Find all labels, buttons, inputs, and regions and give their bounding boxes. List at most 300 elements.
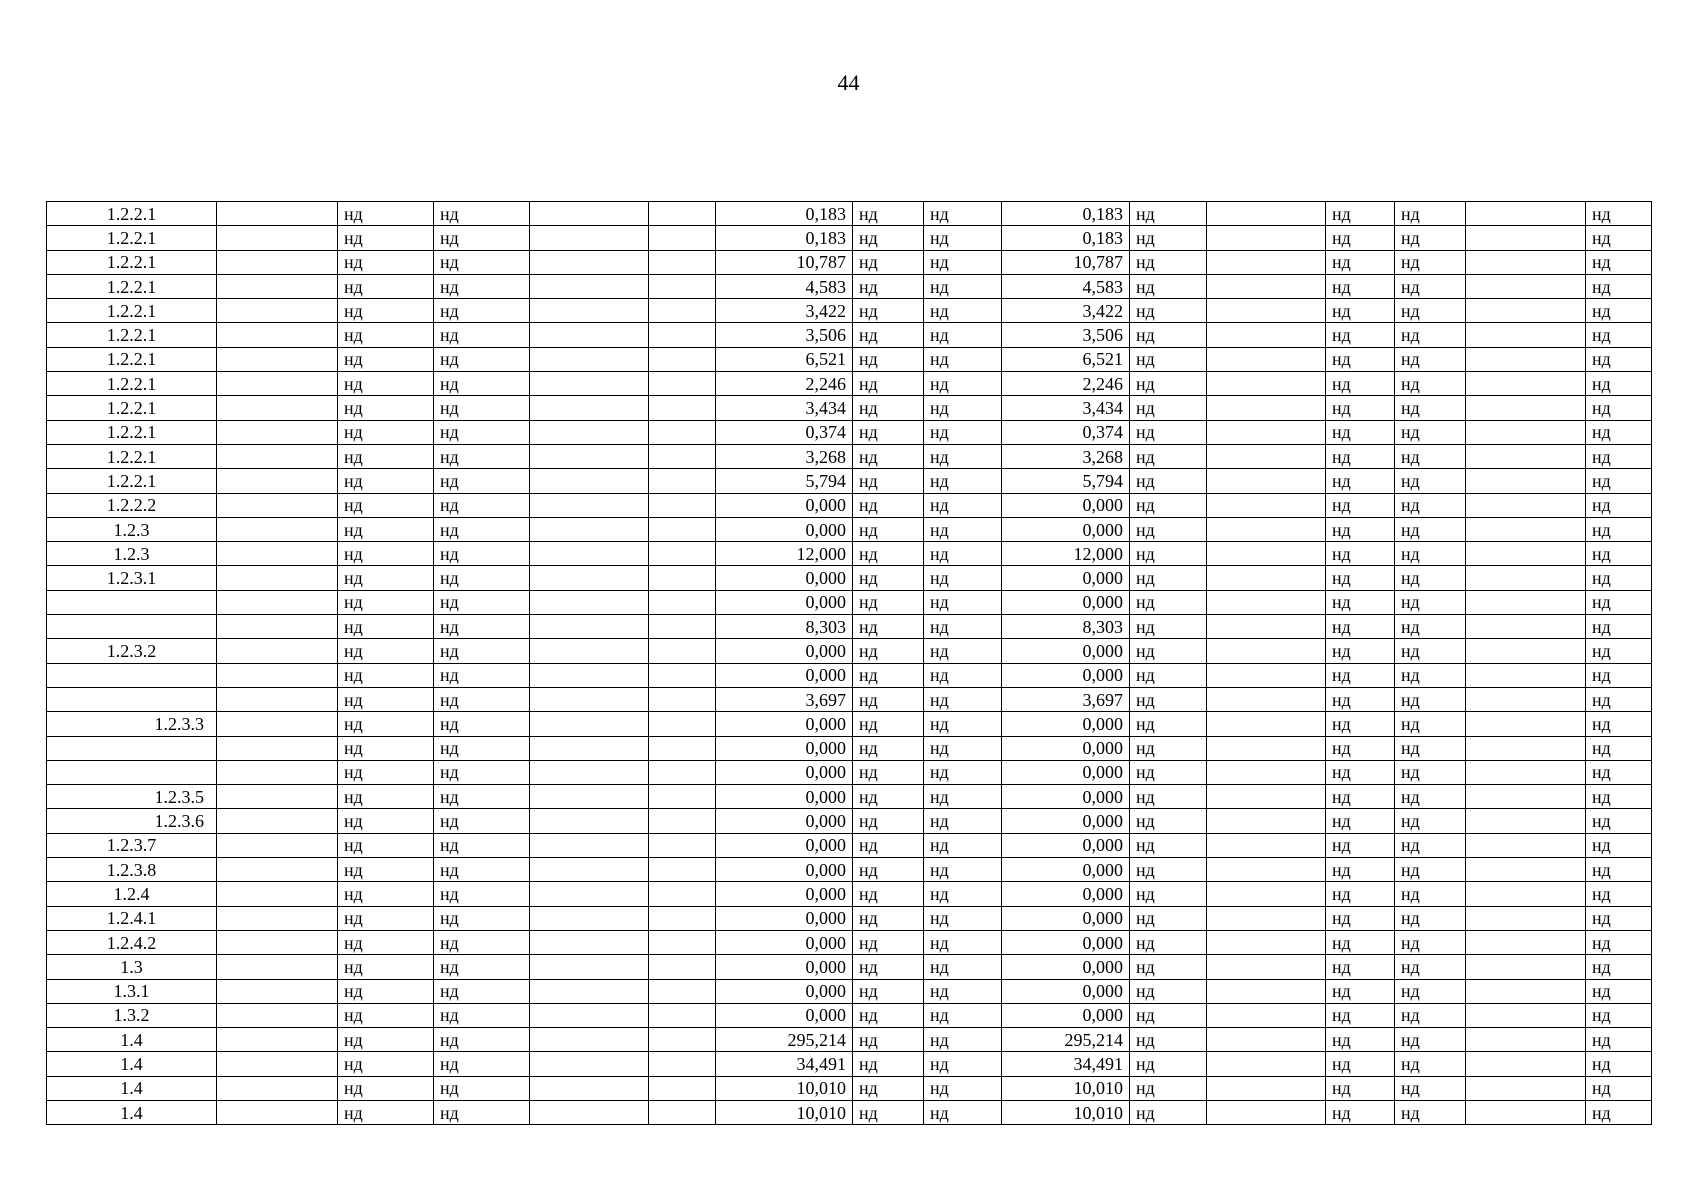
no-data-cell: нд bbox=[338, 469, 434, 493]
no-data-cell: нд bbox=[853, 396, 924, 420]
table-row bbox=[47, 1100, 1652, 1124]
no-data-cell: нд bbox=[1130, 979, 1207, 1003]
value-cell: 8,303 bbox=[1002, 615, 1130, 639]
value-cell: 0,000 bbox=[716, 858, 853, 882]
no-data-cell: нд bbox=[924, 299, 1002, 323]
value-cell: 34,491 bbox=[716, 1052, 853, 1076]
empty-cell bbox=[217, 347, 338, 371]
no-data-cell: нд bbox=[853, 566, 924, 590]
empty-cell bbox=[217, 1052, 338, 1076]
page-number: 44 bbox=[837, 70, 860, 95]
row-code-cell: 1.3 bbox=[47, 955, 217, 979]
value-cell: 0,183 bbox=[1002, 202, 1130, 226]
no-data-cell: нд bbox=[338, 760, 434, 784]
no-data-cell: нд bbox=[853, 858, 924, 882]
empty-cell bbox=[649, 785, 716, 809]
no-data-cell: нд bbox=[1586, 760, 1652, 784]
no-data-cell: нд bbox=[853, 736, 924, 760]
row-code-cell: 1.2.3.2 bbox=[47, 639, 217, 663]
no-data-cell: нд bbox=[853, 420, 924, 444]
empty-cell bbox=[217, 226, 338, 250]
no-data-cell: нд bbox=[1586, 785, 1652, 809]
no-data-cell: нд bbox=[338, 542, 434, 566]
empty-cell bbox=[649, 469, 716, 493]
no-data-cell: нд bbox=[1395, 663, 1466, 687]
no-data-cell: нд bbox=[434, 906, 530, 930]
no-data-cell: нд bbox=[1326, 444, 1395, 468]
empty-cell bbox=[1207, 444, 1326, 468]
empty-cell bbox=[1207, 809, 1326, 833]
no-data-cell: нд bbox=[1586, 372, 1652, 396]
no-data-cell: нд bbox=[434, 444, 530, 468]
no-data-cell: нд bbox=[853, 493, 924, 517]
value-cell: 3,268 bbox=[716, 444, 853, 468]
row-code-cell: 1.4 bbox=[47, 1028, 217, 1052]
no-data-cell: нд bbox=[924, 663, 1002, 687]
no-data-cell: нд bbox=[853, 760, 924, 784]
no-data-cell: нд bbox=[1326, 930, 1395, 954]
no-data-cell: нд bbox=[924, 979, 1002, 1003]
empty-cell bbox=[530, 833, 649, 857]
empty-cell bbox=[1466, 809, 1586, 833]
no-data-cell: нд bbox=[1395, 785, 1466, 809]
row-code-cell: 1.2.3.8 bbox=[47, 858, 217, 882]
no-data-cell: нд bbox=[1586, 1100, 1652, 1124]
table-row bbox=[47, 566, 1652, 590]
row-code-cell: 1.4 bbox=[47, 1100, 217, 1124]
value-cell: 0,000 bbox=[1002, 517, 1130, 541]
no-data-cell: нд bbox=[434, 542, 530, 566]
row-code-cell: 1.2.2.1 bbox=[47, 444, 217, 468]
empty-cell bbox=[1207, 250, 1326, 274]
no-data-cell: нд bbox=[1395, 299, 1466, 323]
no-data-cell: нд bbox=[1586, 809, 1652, 833]
no-data-cell: нд bbox=[434, 639, 530, 663]
empty-cell bbox=[530, 809, 649, 833]
row-code-cell: 1.2.2.1 bbox=[47, 323, 217, 347]
value-cell: 0,000 bbox=[1002, 1003, 1130, 1027]
empty-cell bbox=[1207, 687, 1326, 711]
no-data-cell: нд bbox=[1130, 517, 1207, 541]
row-code-cell: 1.2.3.3 bbox=[47, 712, 217, 736]
no-data-cell: нд bbox=[1130, 1052, 1207, 1076]
no-data-cell: нд bbox=[1586, 833, 1652, 857]
no-data-cell: нд bbox=[1326, 250, 1395, 274]
empty-cell bbox=[530, 1100, 649, 1124]
table-row bbox=[47, 736, 1652, 760]
empty-cell bbox=[217, 274, 338, 298]
value-cell: 0,000 bbox=[716, 785, 853, 809]
no-data-cell: нд bbox=[1326, 590, 1395, 614]
empty-cell bbox=[1466, 882, 1586, 906]
empty-cell bbox=[1466, 347, 1586, 371]
table-row bbox=[47, 1076, 1652, 1100]
no-data-cell: нд bbox=[853, 250, 924, 274]
empty-cell bbox=[217, 323, 338, 347]
empty-cell bbox=[217, 493, 338, 517]
no-data-cell: нд bbox=[1586, 590, 1652, 614]
no-data-cell: нд bbox=[434, 785, 530, 809]
no-data-cell: нд bbox=[924, 833, 1002, 857]
no-data-cell: нд bbox=[924, 858, 1002, 882]
no-data-cell: нд bbox=[1326, 955, 1395, 979]
no-data-cell: нд bbox=[924, 202, 1002, 226]
empty-cell bbox=[217, 1028, 338, 1052]
no-data-cell: нд bbox=[434, 736, 530, 760]
no-data-cell: нд bbox=[434, 712, 530, 736]
value-cell: 34,491 bbox=[1002, 1052, 1130, 1076]
empty-cell bbox=[1466, 663, 1586, 687]
no-data-cell: нд bbox=[924, 639, 1002, 663]
no-data-cell: нд bbox=[1395, 323, 1466, 347]
no-data-cell: нд bbox=[853, 274, 924, 298]
empty-cell bbox=[530, 1052, 649, 1076]
no-data-cell: нд bbox=[1326, 882, 1395, 906]
empty-cell bbox=[649, 323, 716, 347]
row-code-cell: 1.2.4.2 bbox=[47, 930, 217, 954]
no-data-cell: нд bbox=[434, 858, 530, 882]
empty-cell bbox=[649, 566, 716, 590]
no-data-cell: нд bbox=[434, 274, 530, 298]
value-cell: 3,434 bbox=[1002, 396, 1130, 420]
no-data-cell: нд bbox=[434, 323, 530, 347]
no-data-cell: нд bbox=[1326, 493, 1395, 517]
no-data-cell: нд bbox=[338, 250, 434, 274]
no-data-cell: нд bbox=[1395, 396, 1466, 420]
no-data-cell: нд bbox=[924, 687, 1002, 711]
row-code-cell bbox=[47, 663, 217, 687]
no-data-cell: нд bbox=[1586, 420, 1652, 444]
no-data-cell: нд bbox=[434, 882, 530, 906]
empty-cell bbox=[530, 493, 649, 517]
no-data-cell: нд bbox=[1586, 1052, 1652, 1076]
no-data-cell: нд bbox=[1395, 517, 1466, 541]
empty-cell bbox=[530, 858, 649, 882]
no-data-cell: нд bbox=[1130, 444, 1207, 468]
value-cell: 0,000 bbox=[716, 809, 853, 833]
table-row bbox=[47, 250, 1652, 274]
table-row bbox=[47, 542, 1652, 566]
no-data-cell: нд bbox=[1326, 396, 1395, 420]
no-data-cell: нд bbox=[338, 347, 434, 371]
empty-cell bbox=[1207, 202, 1326, 226]
no-data-cell: нд bbox=[338, 979, 434, 1003]
table-row bbox=[47, 1028, 1652, 1052]
table-row bbox=[47, 858, 1652, 882]
no-data-cell: нд bbox=[853, 590, 924, 614]
no-data-cell: нд bbox=[1130, 347, 1207, 371]
value-cell: 0,374 bbox=[1002, 420, 1130, 444]
no-data-cell: нд bbox=[853, 1003, 924, 1027]
no-data-cell: нд bbox=[1130, 760, 1207, 784]
no-data-cell: нд bbox=[338, 1052, 434, 1076]
value-cell: 0,000 bbox=[716, 517, 853, 541]
row-code-cell: 1.2.2.1 bbox=[47, 420, 217, 444]
no-data-cell: нд bbox=[924, 590, 1002, 614]
value-cell: 10,010 bbox=[716, 1076, 853, 1100]
value-cell: 0,000 bbox=[1002, 493, 1130, 517]
no-data-cell: нд bbox=[853, 615, 924, 639]
no-data-cell: нд bbox=[1395, 736, 1466, 760]
no-data-cell: нд bbox=[434, 979, 530, 1003]
row-code-cell bbox=[47, 590, 217, 614]
value-cell: 3,422 bbox=[716, 299, 853, 323]
value-cell: 3,506 bbox=[1002, 323, 1130, 347]
empty-cell bbox=[1207, 323, 1326, 347]
no-data-cell: нд bbox=[1326, 566, 1395, 590]
empty-cell bbox=[530, 590, 649, 614]
empty-cell bbox=[217, 420, 338, 444]
no-data-cell: нд bbox=[1130, 566, 1207, 590]
no-data-cell: нд bbox=[338, 712, 434, 736]
no-data-cell: нд bbox=[338, 615, 434, 639]
empty-cell bbox=[649, 493, 716, 517]
empty-cell bbox=[1466, 833, 1586, 857]
row-code-cell: 1.2.3.5 bbox=[47, 785, 217, 809]
empty-cell bbox=[649, 396, 716, 420]
no-data-cell: нд bbox=[1395, 469, 1466, 493]
no-data-cell: нд bbox=[434, 663, 530, 687]
empty-cell bbox=[649, 590, 716, 614]
no-data-cell: нд bbox=[1586, 517, 1652, 541]
empty-cell bbox=[649, 615, 716, 639]
no-data-cell: нд bbox=[1586, 396, 1652, 420]
value-cell: 6,521 bbox=[716, 347, 853, 371]
value-cell: 0,000 bbox=[1002, 833, 1130, 857]
empty-cell bbox=[1466, 444, 1586, 468]
no-data-cell: нд bbox=[924, 1028, 1002, 1052]
empty-cell bbox=[649, 906, 716, 930]
empty-cell bbox=[1207, 299, 1326, 323]
no-data-cell: нд bbox=[1130, 809, 1207, 833]
value-cell: 0,000 bbox=[1002, 955, 1130, 979]
no-data-cell: нд bbox=[1326, 226, 1395, 250]
no-data-cell: нд bbox=[1130, 906, 1207, 930]
empty-cell bbox=[649, 299, 716, 323]
no-data-cell: нд bbox=[853, 469, 924, 493]
no-data-cell: нд bbox=[853, 323, 924, 347]
no-data-cell: нд bbox=[924, 493, 1002, 517]
no-data-cell: нд bbox=[1395, 712, 1466, 736]
no-data-cell: нд bbox=[434, 347, 530, 371]
empty-cell bbox=[649, 955, 716, 979]
no-data-cell: нд bbox=[1395, 372, 1466, 396]
empty-cell bbox=[1466, 517, 1586, 541]
value-cell: 3,434 bbox=[716, 396, 853, 420]
empty-cell bbox=[1466, 906, 1586, 930]
value-cell: 0,000 bbox=[1002, 663, 1130, 687]
empty-cell bbox=[530, 299, 649, 323]
no-data-cell: нд bbox=[434, 930, 530, 954]
no-data-cell: нд bbox=[1586, 687, 1652, 711]
no-data-cell: нд bbox=[1130, 323, 1207, 347]
no-data-cell: нд bbox=[1395, 858, 1466, 882]
no-data-cell: нд bbox=[338, 882, 434, 906]
no-data-cell: нд bbox=[1326, 1003, 1395, 1027]
row-code-cell: 1.4 bbox=[47, 1076, 217, 1100]
empty-cell bbox=[1466, 1100, 1586, 1124]
empty-cell bbox=[1207, 493, 1326, 517]
no-data-cell: нд bbox=[1395, 250, 1466, 274]
empty-cell bbox=[649, 1076, 716, 1100]
empty-cell bbox=[530, 1076, 649, 1100]
no-data-cell: нд bbox=[853, 785, 924, 809]
no-data-cell: нд bbox=[434, 687, 530, 711]
empty-cell bbox=[1466, 202, 1586, 226]
no-data-cell: нд bbox=[1395, 274, 1466, 298]
no-data-cell: нд bbox=[924, 517, 1002, 541]
table-row bbox=[47, 1052, 1652, 1076]
value-cell: 0,000 bbox=[716, 979, 853, 1003]
row-code-cell: 1.2.4.1 bbox=[47, 906, 217, 930]
no-data-cell: нд bbox=[338, 1100, 434, 1124]
no-data-cell: нд bbox=[1326, 347, 1395, 371]
row-code-cell bbox=[47, 760, 217, 784]
empty-cell bbox=[1207, 226, 1326, 250]
empty-cell bbox=[217, 930, 338, 954]
empty-cell bbox=[649, 420, 716, 444]
empty-cell bbox=[649, 202, 716, 226]
no-data-cell: нд bbox=[853, 955, 924, 979]
no-data-cell: нд bbox=[1130, 785, 1207, 809]
empty-cell bbox=[530, 785, 649, 809]
no-data-cell: нд bbox=[338, 517, 434, 541]
no-data-cell: нд bbox=[1130, 372, 1207, 396]
no-data-cell: нд bbox=[1326, 542, 1395, 566]
empty-cell bbox=[1466, 274, 1586, 298]
no-data-cell: нд bbox=[1395, 590, 1466, 614]
row-code-cell: 1.2.2.1 bbox=[47, 347, 217, 371]
row-code-cell: 1.2.2.1 bbox=[47, 274, 217, 298]
value-cell: 0,000 bbox=[716, 590, 853, 614]
empty-cell bbox=[649, 250, 716, 274]
table-row bbox=[47, 372, 1652, 396]
empty-cell bbox=[217, 882, 338, 906]
empty-cell bbox=[530, 250, 649, 274]
no-data-cell: нд bbox=[338, 1028, 434, 1052]
table-row bbox=[47, 396, 1652, 420]
no-data-cell: нд bbox=[1130, 493, 1207, 517]
no-data-cell: нд bbox=[338, 906, 434, 930]
value-cell: 2,246 bbox=[1002, 372, 1130, 396]
empty-cell bbox=[1466, 955, 1586, 979]
no-data-cell: нд bbox=[853, 299, 924, 323]
row-code-cell: 1.4 bbox=[47, 1052, 217, 1076]
no-data-cell: нд bbox=[1130, 274, 1207, 298]
no-data-cell: нд bbox=[1130, 299, 1207, 323]
no-data-cell: нд bbox=[924, 444, 1002, 468]
empty-cell bbox=[1466, 639, 1586, 663]
no-data-cell: нд bbox=[1326, 979, 1395, 1003]
no-data-cell: нд bbox=[1586, 1076, 1652, 1100]
empty-cell bbox=[530, 687, 649, 711]
empty-cell bbox=[530, 542, 649, 566]
no-data-cell: нд bbox=[853, 1052, 924, 1076]
value-cell: 0,000 bbox=[716, 493, 853, 517]
no-data-cell: нд bbox=[853, 202, 924, 226]
empty-cell bbox=[649, 809, 716, 833]
no-data-cell: нд bbox=[1326, 420, 1395, 444]
empty-cell bbox=[1207, 736, 1326, 760]
value-cell: 5,794 bbox=[716, 469, 853, 493]
no-data-cell: нд bbox=[434, 566, 530, 590]
no-data-cell: нд bbox=[1586, 906, 1652, 930]
table-row bbox=[47, 226, 1652, 250]
empty-cell bbox=[649, 736, 716, 760]
no-data-cell: нд bbox=[1586, 736, 1652, 760]
empty-cell bbox=[649, 663, 716, 687]
no-data-cell: нд bbox=[853, 687, 924, 711]
table-row bbox=[47, 906, 1652, 930]
value-cell: 0,374 bbox=[716, 420, 853, 444]
no-data-cell: нд bbox=[1586, 542, 1652, 566]
empty-cell bbox=[1207, 930, 1326, 954]
row-code-cell bbox=[47, 615, 217, 639]
no-data-cell: нд bbox=[1395, 809, 1466, 833]
no-data-cell: нд bbox=[853, 1100, 924, 1124]
no-data-cell: нд bbox=[924, 226, 1002, 250]
no-data-cell: нд bbox=[1326, 906, 1395, 930]
no-data-cell: нд bbox=[853, 979, 924, 1003]
empty-cell bbox=[217, 542, 338, 566]
empty-cell bbox=[217, 663, 338, 687]
no-data-cell: нд bbox=[1326, 687, 1395, 711]
empty-cell bbox=[217, 712, 338, 736]
table-row bbox=[47, 274, 1652, 298]
table-row bbox=[47, 1003, 1652, 1027]
table-row bbox=[47, 347, 1652, 371]
no-data-cell: нд bbox=[1395, 930, 1466, 954]
empty-cell bbox=[1466, 1003, 1586, 1027]
no-data-cell: нд bbox=[1326, 785, 1395, 809]
empty-cell bbox=[217, 955, 338, 979]
value-cell: 12,000 bbox=[716, 542, 853, 566]
no-data-cell: нд bbox=[1395, 444, 1466, 468]
no-data-cell: нд bbox=[434, 809, 530, 833]
no-data-cell: нд bbox=[1586, 299, 1652, 323]
no-data-cell: нд bbox=[1326, 1076, 1395, 1100]
table-row bbox=[47, 615, 1652, 639]
no-data-cell: нд bbox=[1395, 1076, 1466, 1100]
no-data-cell: нд bbox=[1326, 299, 1395, 323]
empty-cell bbox=[530, 517, 649, 541]
no-data-cell: нд bbox=[1326, 202, 1395, 226]
empty-cell bbox=[1207, 858, 1326, 882]
value-cell: 10,787 bbox=[1002, 250, 1130, 274]
value-cell: 10,787 bbox=[716, 250, 853, 274]
no-data-cell: нд bbox=[1586, 250, 1652, 274]
no-data-cell: нд bbox=[338, 372, 434, 396]
empty-cell bbox=[1207, 590, 1326, 614]
no-data-cell: нд bbox=[1586, 444, 1652, 468]
no-data-cell: нд bbox=[434, 226, 530, 250]
empty-cell bbox=[649, 444, 716, 468]
no-data-cell: нд bbox=[924, 785, 1002, 809]
value-cell: 4,583 bbox=[716, 274, 853, 298]
table-row bbox=[47, 785, 1652, 809]
empty-cell bbox=[530, 955, 649, 979]
empty-cell bbox=[649, 882, 716, 906]
no-data-cell: нд bbox=[1326, 833, 1395, 857]
empty-cell bbox=[649, 858, 716, 882]
table-row bbox=[47, 833, 1652, 857]
value-cell: 0,000 bbox=[1002, 639, 1130, 663]
value-cell: 0,000 bbox=[716, 882, 853, 906]
no-data-cell: нд bbox=[1586, 469, 1652, 493]
row-code-cell: 1.2.3 bbox=[47, 517, 217, 541]
no-data-cell: нд bbox=[1395, 833, 1466, 857]
empty-cell bbox=[1207, 1003, 1326, 1027]
